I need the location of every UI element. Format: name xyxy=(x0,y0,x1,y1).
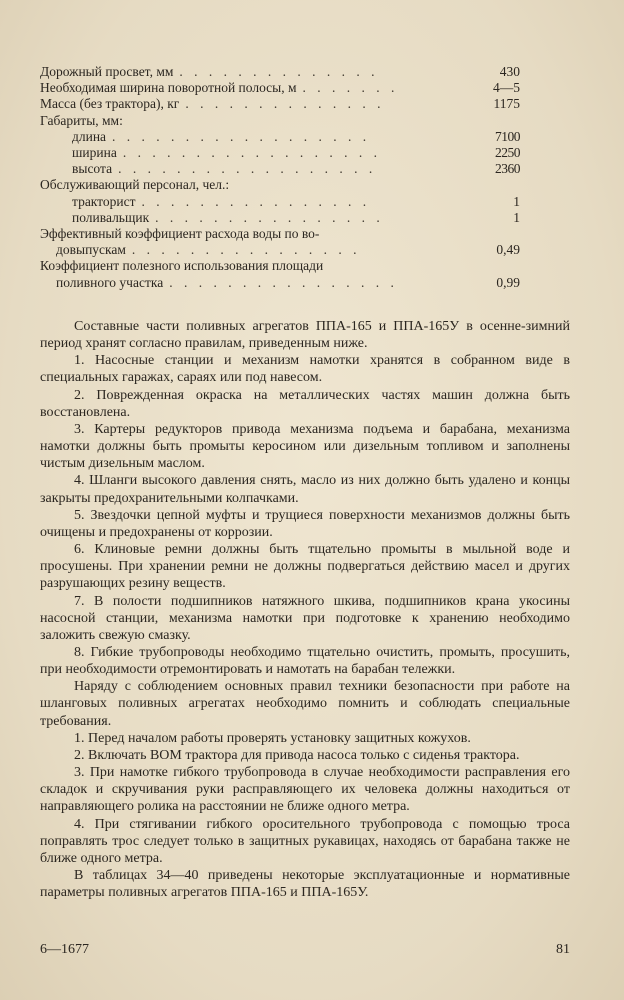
spec-label: поливного участка xyxy=(56,274,164,290)
paragraph: 3. Картеры редукторов привода механизма подъема и барабана, механизма намотки должны быть промыты керосином или дизельным топливом и заполнены чистым дизельным маслом. xyxy=(40,421,570,472)
spec-row xyxy=(40,161,520,177)
printer-signature: 6—1677 xyxy=(40,942,89,957)
spec-label: ширина xyxy=(72,145,117,161)
spec-row xyxy=(40,258,520,274)
spec-row xyxy=(40,80,520,96)
spec-value: 2360 xyxy=(495,161,520,177)
spec-value: 4—5 xyxy=(493,80,520,96)
paragraph: Наряду с соблюдением основных правил техники безопасности при работе на шланговых поливных агрегатах необходимо помнить и соблюдать специальные требования. xyxy=(40,679,570,729)
spec-value: 7100 xyxy=(495,128,520,144)
spec-value: 1175 xyxy=(493,96,520,112)
spec-value: 430 xyxy=(499,64,520,79)
paragraph: 3. При намотке гибкого трубопровода в случае необходимости расправления его складок и скручивания руки расправляющего их человека должны находиться от направляющего ролика на расстоянии не ближе одного метра. xyxy=(40,765,570,815)
specs-list xyxy=(40,64,520,291)
spec-value: 2250 xyxy=(495,145,520,161)
spec-row xyxy=(40,129,520,145)
spec-label: Дорожный просвет, мм xyxy=(40,64,174,79)
leader-dots: . . . . . . . . . . . . . . . . . . xyxy=(112,128,371,144)
body-text xyxy=(40,318,570,901)
spec-label: Коэффициент полезного использования площади xyxy=(40,258,324,274)
spec-value: 0,99 xyxy=(496,274,520,290)
spec-label: Обслуживающий персонал, чел.: xyxy=(40,177,230,193)
spec-label: длина xyxy=(72,128,107,144)
spec-row xyxy=(40,145,520,161)
spec-row xyxy=(40,177,520,193)
spec-label: довыпускам xyxy=(56,242,126,258)
page-footer xyxy=(40,942,570,958)
spec-row xyxy=(40,210,520,226)
leader-dots: . . . . . . . . . . . . . . xyxy=(179,64,379,79)
spec-row xyxy=(40,64,520,80)
spec-label: Масса (без трактора), кг xyxy=(40,96,180,112)
paragraph: 4. Шланги высокого давления снять, масло из них должно быть удалено и концы закрыты предохранительными колпачками. xyxy=(40,473,570,506)
paragraph: 7. В полости подшипников натяжного шкива, подшипников крана укосины насосной станции, механизма намотки при подготовке к хранению необходимо заложить свежую смазку. xyxy=(40,593,570,643)
paragraph: 8. Гибкие трубопроводы необходимо тщательно очистить, промыть, просушить, при необходимости отремонтировать и намотать на барабан тележки. xyxy=(40,644,570,678)
paragraph: Составные части поливных агрегатов ППА-165 и ППА-165У в осенне-зимний период хранят согласно правилам, приведенным ниже. xyxy=(40,319,570,352)
paragraph: 2. Поврежденная окраска на металлических частях машин должна быть восстановлена. xyxy=(40,387,570,420)
paragraph: В таблицах 34—40 приведены некоторые эксплуатационные и нормативные параметры поливных агрегатов ППА-165 и ППА-165У. xyxy=(40,868,570,901)
spec-label: Необходимая ширина поворотной полосы, м xyxy=(40,80,297,96)
leader-dots: . . . . . . . . . . . . . . . . xyxy=(131,242,361,258)
spec-value: 1 xyxy=(513,209,520,225)
spec-label: тракторист xyxy=(72,193,136,209)
spec-row xyxy=(40,194,520,210)
spec-row xyxy=(40,275,520,291)
paragraph: 5. Звездочки цепной муфты и трущиеся поверхности механизмов должны быть очищены и предохранены от коррозии. xyxy=(40,507,570,540)
paragraph: 1. Перед началом работы проверять установку защитных кожухов. xyxy=(74,730,471,746)
spec-row xyxy=(40,96,520,112)
spec-label: высота xyxy=(72,161,113,177)
page-number: 81 xyxy=(556,942,570,957)
spec-row xyxy=(40,226,520,242)
paragraph: 4. При стягивании гибкого оросительного трубопровода с помощью троса поправлять трос следует только в защитных рукавицах, находясь от барабана также не ближе одного метра. xyxy=(40,816,570,866)
leader-dots: . . . . . . . . . . . . . . . . xyxy=(141,193,371,209)
spec-value: 1 xyxy=(513,193,520,209)
spec-row xyxy=(40,242,520,258)
spec-value: 0,49 xyxy=(496,242,520,258)
paragraph: 6. Клиновые ремни должны быть тщательно промыты в мыльной воде и просушены. При хранении ремни не должны подвергаться действию масел и других разрушающих резину веществ. xyxy=(40,542,570,592)
leader-dots: . . . . . . . . . . . . . . xyxy=(185,96,385,112)
leader-dots: . . . . . . . . . . . . . . . . . . xyxy=(118,161,377,177)
spec-label: Эффективный коэффициент расхода воды по во- xyxy=(40,226,320,242)
leader-dots: . . . . . . . . . . . . . . . . xyxy=(155,209,384,225)
leader-dots: . . . . . . . . . . . . . . . . . . xyxy=(122,145,381,161)
leader-dots: . . . . . . . . . . . . . . . . xyxy=(169,274,398,290)
spec-row xyxy=(40,113,520,129)
paragraph: 1. Насосные станции и механизм намотки хранятся в собранном виде в специальных гаражах, сараях или под навесом. xyxy=(40,353,570,386)
paragraph: 2. Включать ВОМ трактора для привода насоса только с сиденья трактора. xyxy=(74,747,520,763)
spec-label: Габариты, мм: xyxy=(40,112,123,128)
leader-dots: . . . . . . . xyxy=(302,80,399,96)
spec-label: поливальщик xyxy=(72,209,150,225)
